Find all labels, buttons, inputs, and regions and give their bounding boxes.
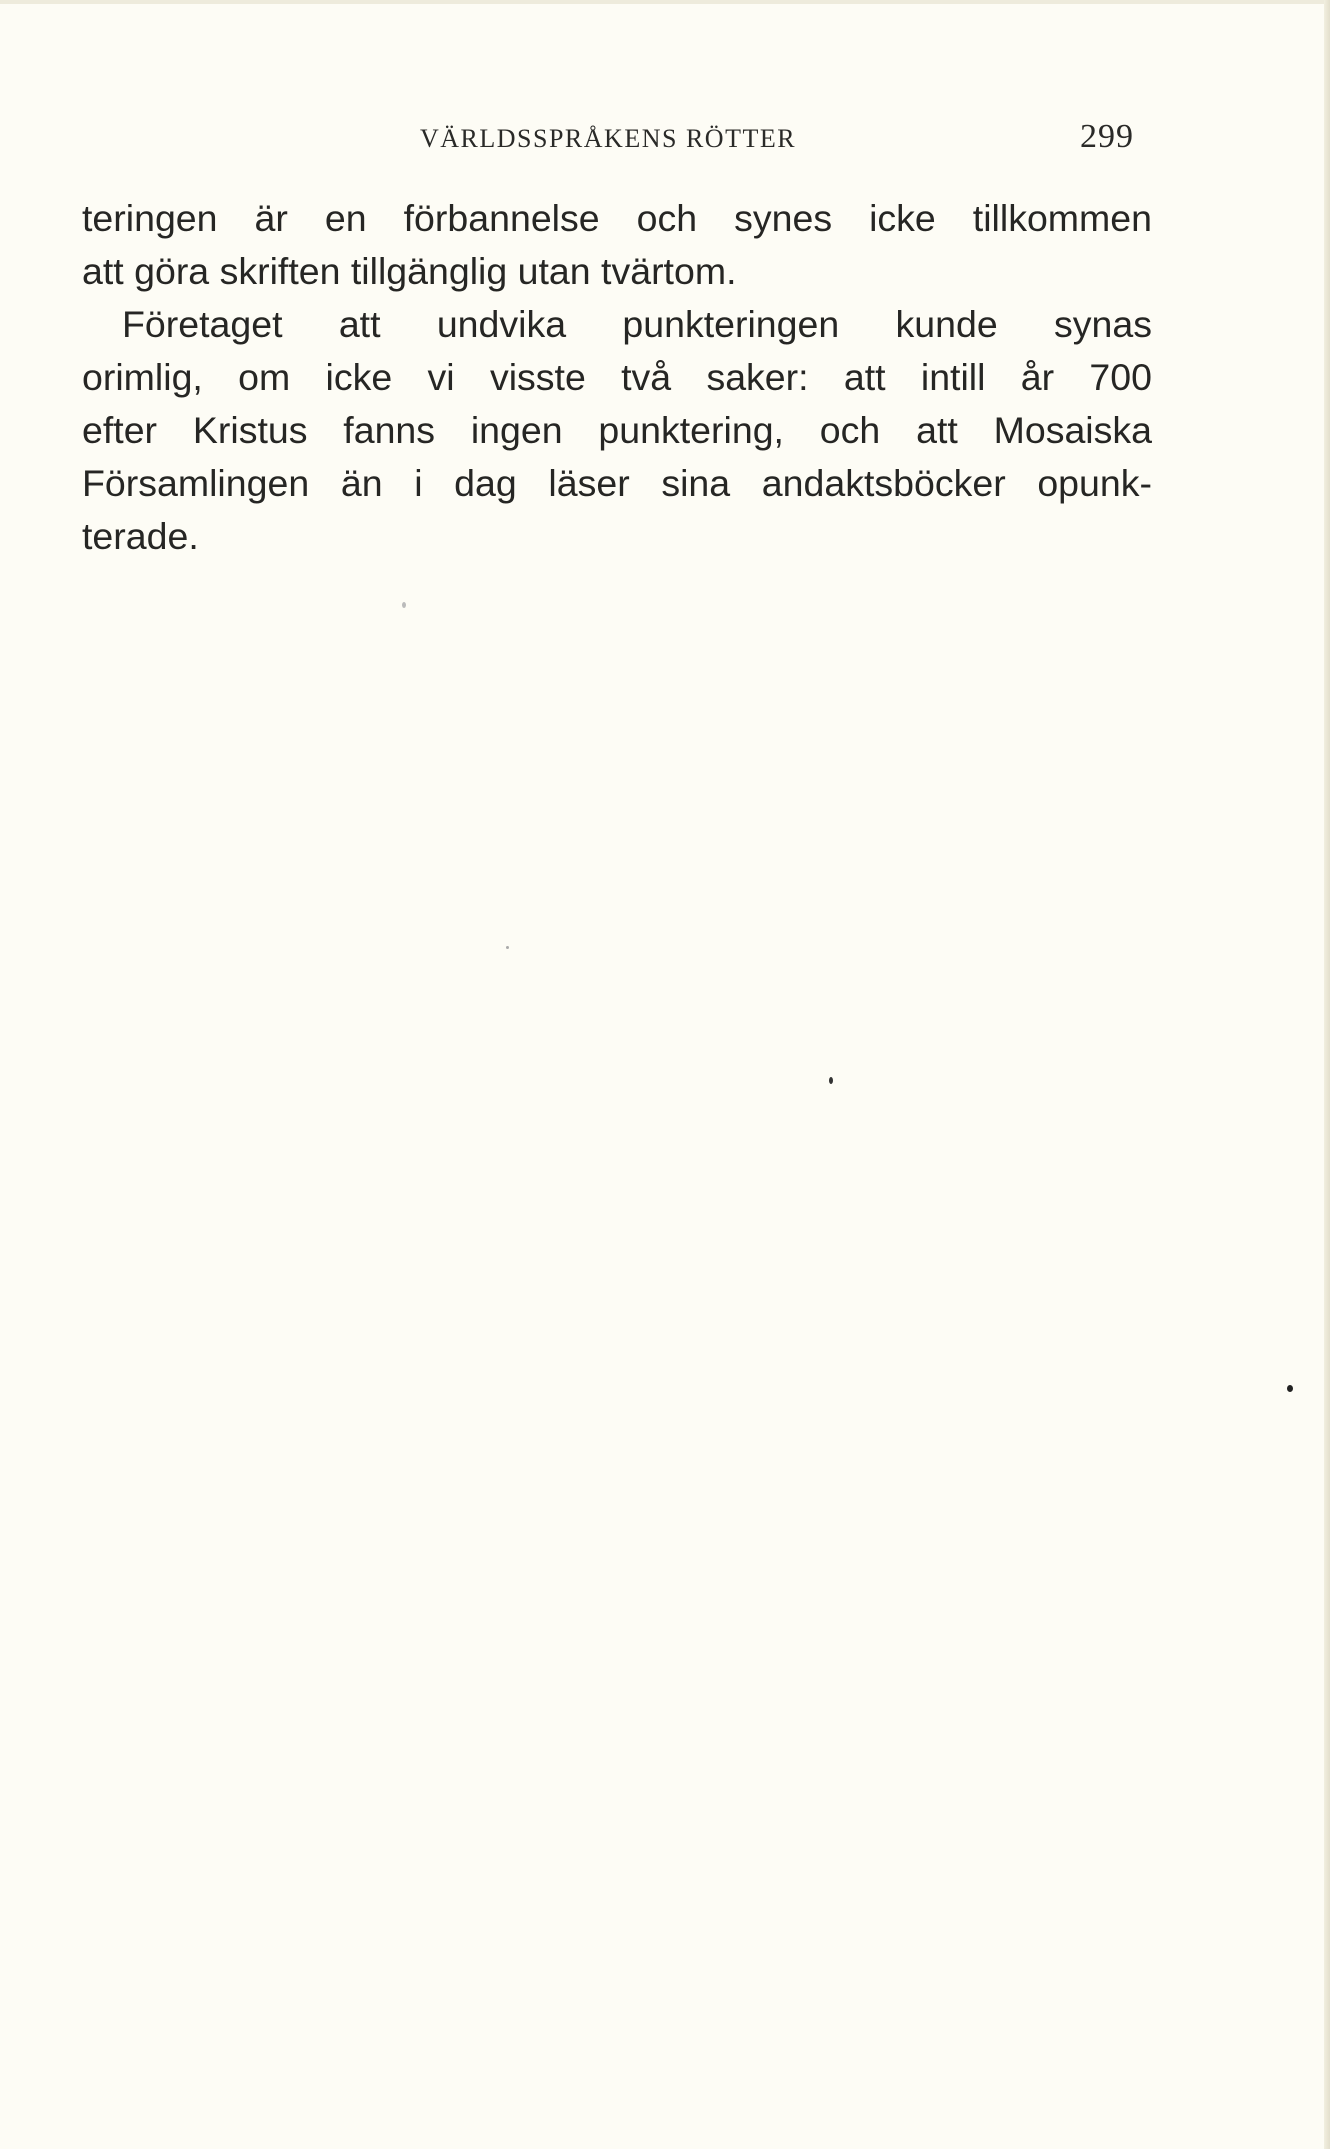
page-right-edge	[1324, 0, 1330, 2149]
paper-speck	[402, 602, 406, 608]
running-head: VÄRLDSSPRÅKENS RÖTTER	[420, 124, 797, 153]
text-line: terade.	[82, 515, 199, 557]
paper-speck	[506, 946, 509, 949]
text-line: Företaget att undvika punkteringen kunde synas	[122, 303, 1152, 345]
paper-speck	[829, 1077, 833, 1084]
text-line: att göra skriften tillgänglig utan tvärtom.	[82, 250, 737, 292]
text-line: Församlingen än i dag läser sina andaktsböcker opunk-	[82, 462, 1152, 504]
page-header	[0, 118, 1330, 158]
page-number: 299	[1080, 118, 1134, 155]
page-top-edge	[0, 0, 1330, 4]
text-line: efter Kristus fanns ingen punktering, och att Mosaiska	[82, 409, 1152, 451]
text-line: orimlig, om icke vi visste två saker: att intill år 700	[82, 356, 1152, 398]
text-line: teringen är en förbannelse och synes icke tillkommen	[82, 197, 1152, 239]
paper-speck	[1287, 1385, 1293, 1392]
body-paragraphs	[82, 192, 1152, 563]
